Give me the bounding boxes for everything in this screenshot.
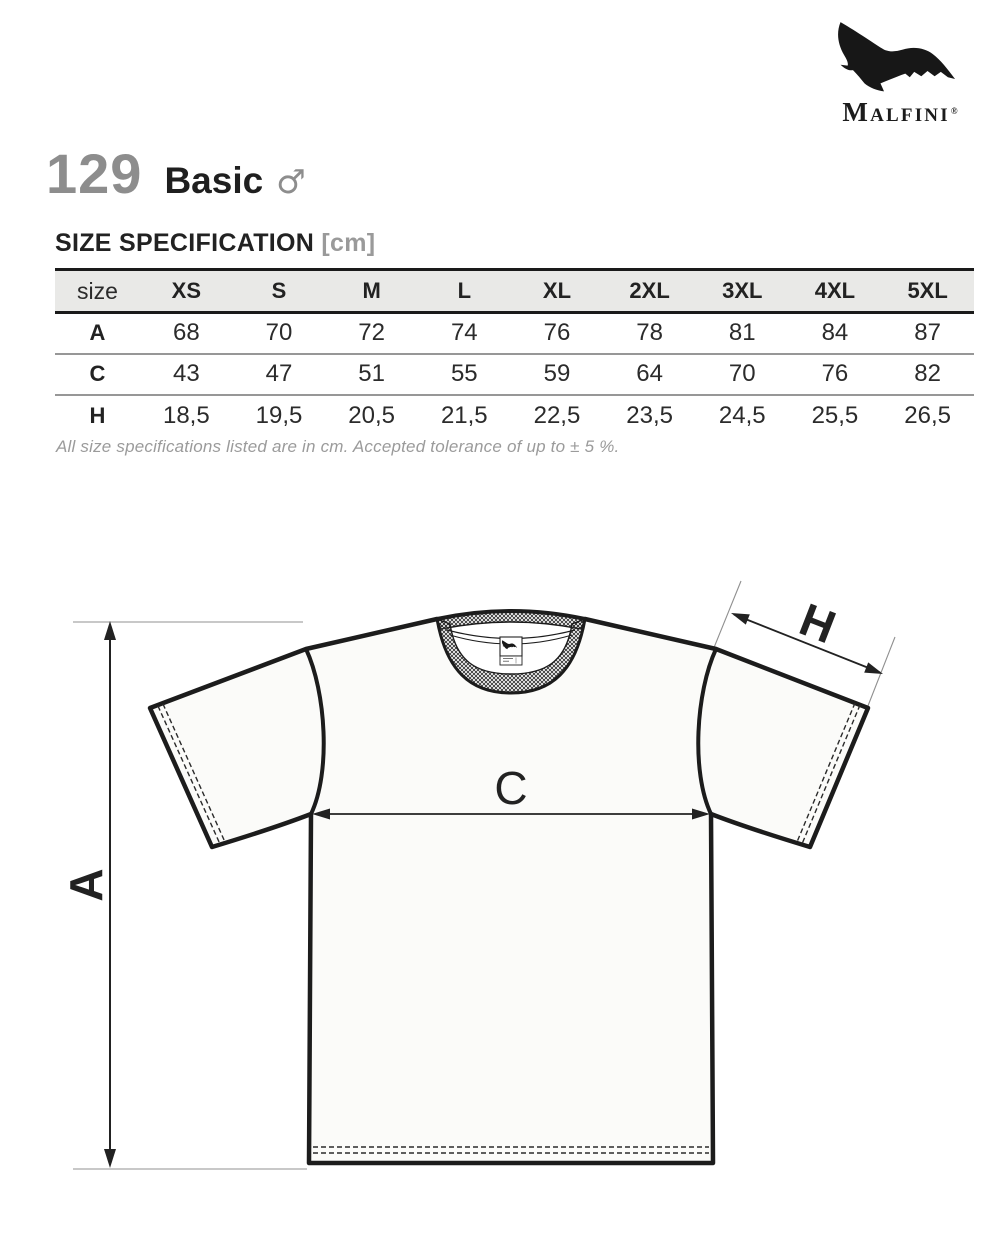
product-code: 129	[46, 142, 143, 205]
section-unit: [cm]	[321, 229, 376, 257]
cell: 68	[172, 319, 200, 347]
col-header-4xl: 4XL	[814, 278, 856, 303]
col-header-xl: XL	[542, 278, 572, 303]
cell: 84	[821, 319, 849, 347]
dimension-h-label: H	[792, 592, 843, 654]
cell: 76	[543, 319, 571, 347]
cell: 20,5	[348, 401, 395, 429]
cell: 81	[728, 319, 756, 347]
cell: 25,5	[811, 401, 859, 429]
cell: 19,5	[255, 401, 303, 429]
brand-logo	[824, 14, 976, 128]
row-label-h: H	[89, 402, 106, 428]
cell: 51	[358, 360, 385, 387]
table-row-a	[55, 313, 974, 354]
col-header-3xl: 3XL	[722, 278, 763, 303]
cell: 64	[636, 360, 663, 387]
table-row-h	[55, 395, 974, 436]
cell: 26,5	[904, 401, 951, 429]
cell: 55	[450, 360, 478, 387]
cell: 87	[914, 319, 941, 347]
tshirt-body	[150, 619, 868, 1163]
cell: 76	[821, 360, 849, 387]
brand-wordmark	[824, 97, 976, 128]
dimension-c-label: C	[494, 762, 528, 814]
dimension-a-arrow	[60, 621, 116, 1168]
product-title	[46, 142, 306, 205]
col-header-5xl: 5XL	[907, 278, 948, 303]
col-header-xs: XS	[171, 278, 201, 303]
section-heading	[55, 229, 375, 258]
cell: 74	[450, 319, 478, 347]
product-name: Basic	[164, 160, 264, 201]
cell: 70	[265, 319, 293, 347]
male-symbol-icon: ♂	[276, 162, 306, 201]
col-header-size: size	[77, 277, 118, 304]
cell: 82	[914, 360, 941, 387]
brand-name-initial: M	[842, 97, 871, 127]
tshirt-diagram	[0, 575, 1000, 1200]
dimension-a-label: A	[60, 868, 113, 902]
cell: 78	[636, 319, 663, 347]
cell: 24,5	[718, 401, 766, 429]
col-header-l: L	[457, 278, 472, 303]
tolerance-note: All size specifications listed are in cm. Accepted tolerance of up to ± 5 %.	[56, 437, 620, 456]
row-label-a: A	[89, 320, 106, 346]
cell: 59	[543, 360, 571, 387]
size-table	[55, 268, 974, 436]
col-header-2xl: 2XL	[629, 278, 670, 303]
section-title: SIZE SPECIFICATION	[55, 229, 315, 257]
cell: 23,5	[626, 401, 673, 429]
cell: 18,5	[162, 401, 210, 429]
cell: 22,5	[533, 401, 581, 429]
cell: 72	[358, 319, 385, 347]
collar-label-tag	[500, 637, 522, 665]
cell: 70	[728, 360, 756, 387]
col-header-s: S	[271, 278, 287, 303]
table-row-c	[55, 354, 974, 395]
brand-name-rest: ALFINI	[870, 105, 950, 126]
eagle-logo-icon	[829, 14, 971, 96]
row-label-c: C	[89, 361, 106, 386]
cell: 43	[172, 360, 200, 387]
cell: 47	[265, 360, 293, 387]
table-header-row	[55, 270, 974, 313]
registered-mark: ®	[950, 105, 958, 116]
cell: 21,5	[440, 401, 488, 429]
col-header-m: M	[362, 278, 381, 303]
